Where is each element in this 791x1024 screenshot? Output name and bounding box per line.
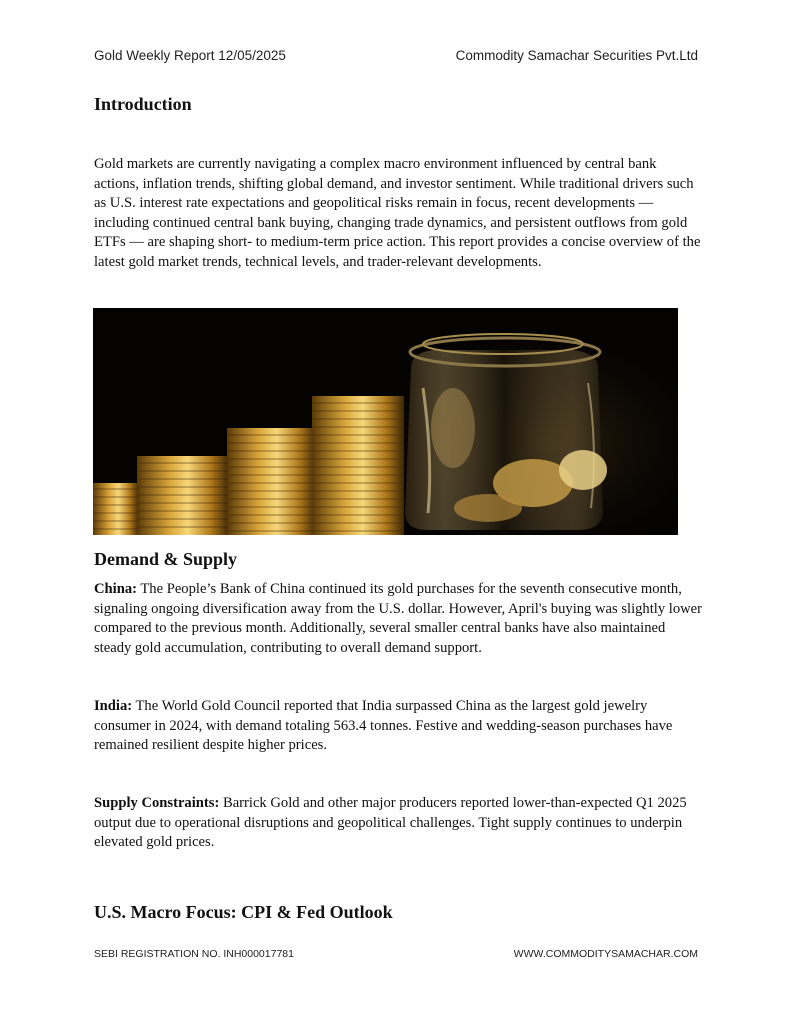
header-report-title: Gold Weekly Report 12/05/2025 [94, 48, 286, 63]
supply-text: Barrick Gold and other major producers reported lower-than-expected Q1 2025 output due to operational disruptions and geopolitical challenges. Tight supply continues to underpin elevated gold prices. [94, 795, 687, 851]
india-label: India: [94, 698, 133, 714]
macro-heading: U.S. Macro Focus: CPI & Fed Outlook [94, 902, 393, 922]
coin-stack-1 [93, 483, 139, 535]
glass-jar [405, 334, 607, 530]
coin-stack-3 [227, 428, 317, 535]
demand-supply-heading: Demand & Supply [94, 549, 238, 569]
china-paragraph [94, 580, 702, 658]
header-company-name: Commodity Samachar Securities Pvt.Ltd [455, 48, 698, 63]
supply-paragraph [94, 794, 702, 853]
gold-coins-image [93, 308, 678, 535]
india-paragraph [94, 697, 702, 756]
china-text: The People’s Bank of China continued its gold purchases for the seventh consecutive month, signaling ongoing diversification away from the U.S. dollar. However, April's buying was slightly lower compared to the previous month. Additionally, several smaller central banks have also maintained steady gold accumulation, contributing to overall demand support. [94, 581, 702, 656]
intro-paragraph: Gold markets are currently navigating a complex macro environment influenced by central bank actions, inflation trends, shifting global demand, and investor sentiment. While traditional drivers such as U.S. interest rate expectations and geopolitical risks remain in focus, recent developments — including continued central bank buying, changing trade dynamics, and persistent outflows from gold ETFs — are shaping short- to medium-term price action. This report provides a concise overview of the latest gold market trends, technical levels, and trader-relevant developments. [94, 156, 701, 270]
supply-label: Supply Constraints: [94, 795, 220, 811]
coin-stack-4 [312, 396, 404, 535]
footer-website: WWW.COMMODITYSAMACHAR.COM [513, 948, 698, 960]
footer-sebi-registration: SEBI REGISTRATION NO. INH000017781 [94, 948, 294, 960]
india-text: The World Gold Council reported that India surpassed China as the largest gold jewelry consumer in 2024, with demand totaling 563.4 tonnes. Festive and wedding-season purchases have remained resilient despite higher prices. [94, 698, 673, 754]
china-label: China: [94, 581, 137, 597]
intro-heading: Introduction [94, 94, 192, 114]
